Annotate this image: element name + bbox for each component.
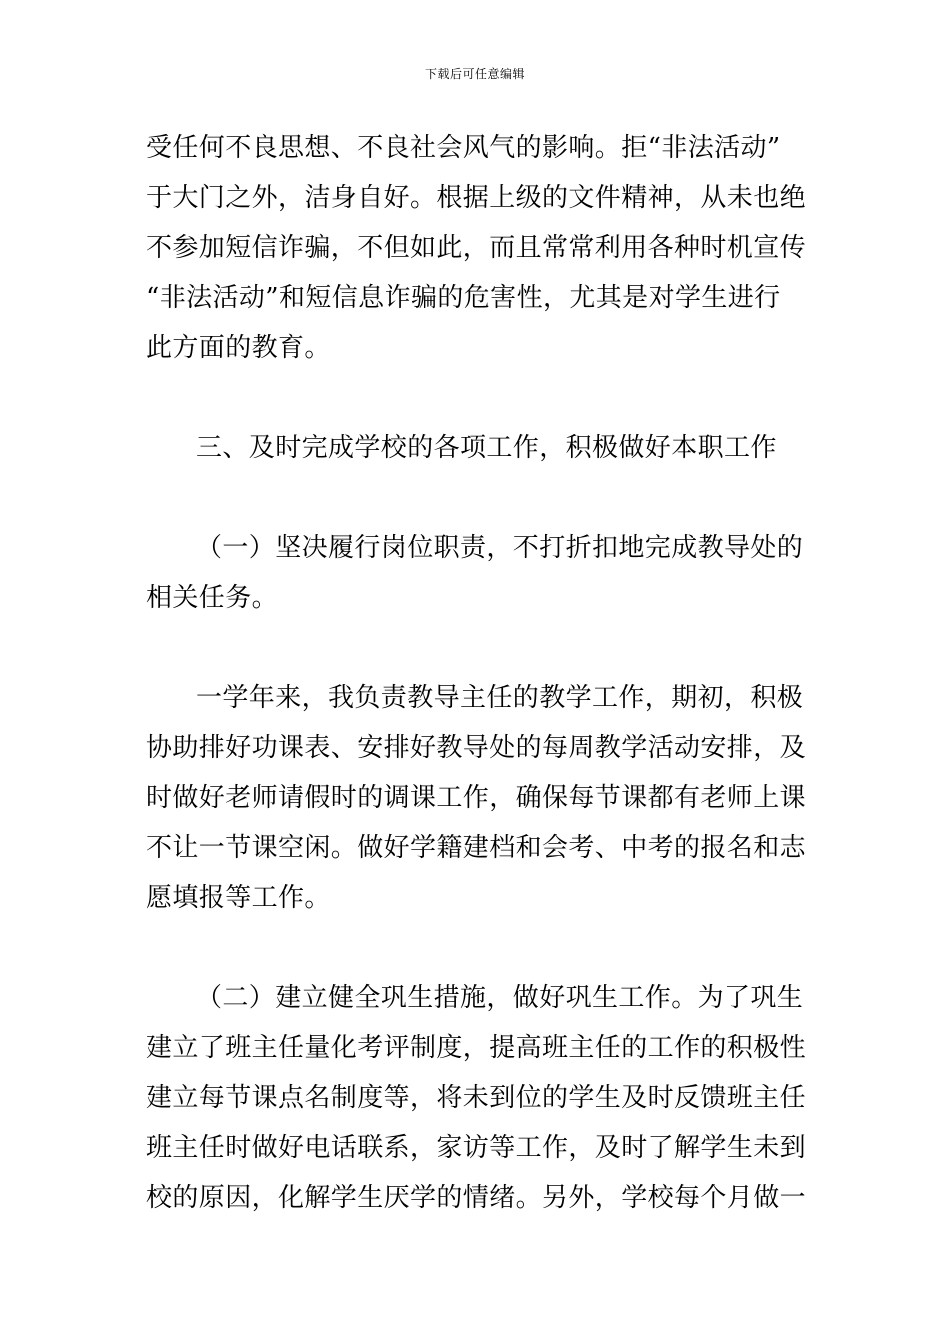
subsection-heading: （一）坚决履行岗位职责，不打折扣地完成教导处的 (196, 533, 804, 563)
text-line: 建立每节课点名制度等，将未到位的学生及时反馈班主任 (146, 1083, 807, 1113)
text-line: 校的原因，化解学生厌学的情绪。另外，学校每个月做一 (146, 1183, 807, 1213)
subsection-heading: （二）建立健全巩生措施，做好巩生工作。为了巩生 (196, 983, 804, 1013)
text-line: 协助排好功课表、安排好教导处的每周教学活动安排，及 (146, 733, 807, 763)
text-line: 不参加短信诈骗，不但如此，而且常常利用各种时机宣传 (146, 233, 807, 263)
text-line: 于大门之外，洁身自好。根据上级的文件精神，从未也绝 (146, 183, 807, 213)
section-heading: 三、及时完成学校的各项工作，积极做好本职工作 (196, 433, 777, 463)
text-line: 一学年来，我负责教导主任的教学工作，期初，积极 (196, 683, 804, 713)
text-line: 班主任时做好电话联系，家访等工作，及时了解学生未到 (146, 1133, 807, 1163)
text-line: 受任何不良思想、不良社会风气的影响。拒“非法活动” (146, 133, 781, 163)
header-note: 下载后可任意编辑 (424, 67, 525, 81)
text-line: 时做好老师请假时的调课工作，确保每节课都有老师上课 (146, 783, 807, 813)
text-line: 不让一节课空闲。做好学籍建档和会考、中考的报名和志 (146, 833, 807, 863)
text-line: 相关任务。 (146, 583, 279, 613)
text-line: “非法活动”和短信息诈骗的危害性，尤其是对学生进行 (146, 283, 781, 313)
text-line: 愿填报等工作。 (146, 883, 331, 913)
text-line: 此方面的教育。 (146, 333, 331, 363)
text-line: 建立了班主任量化考评制度，提高班主任的工作的积极性 (146, 1033, 807, 1063)
